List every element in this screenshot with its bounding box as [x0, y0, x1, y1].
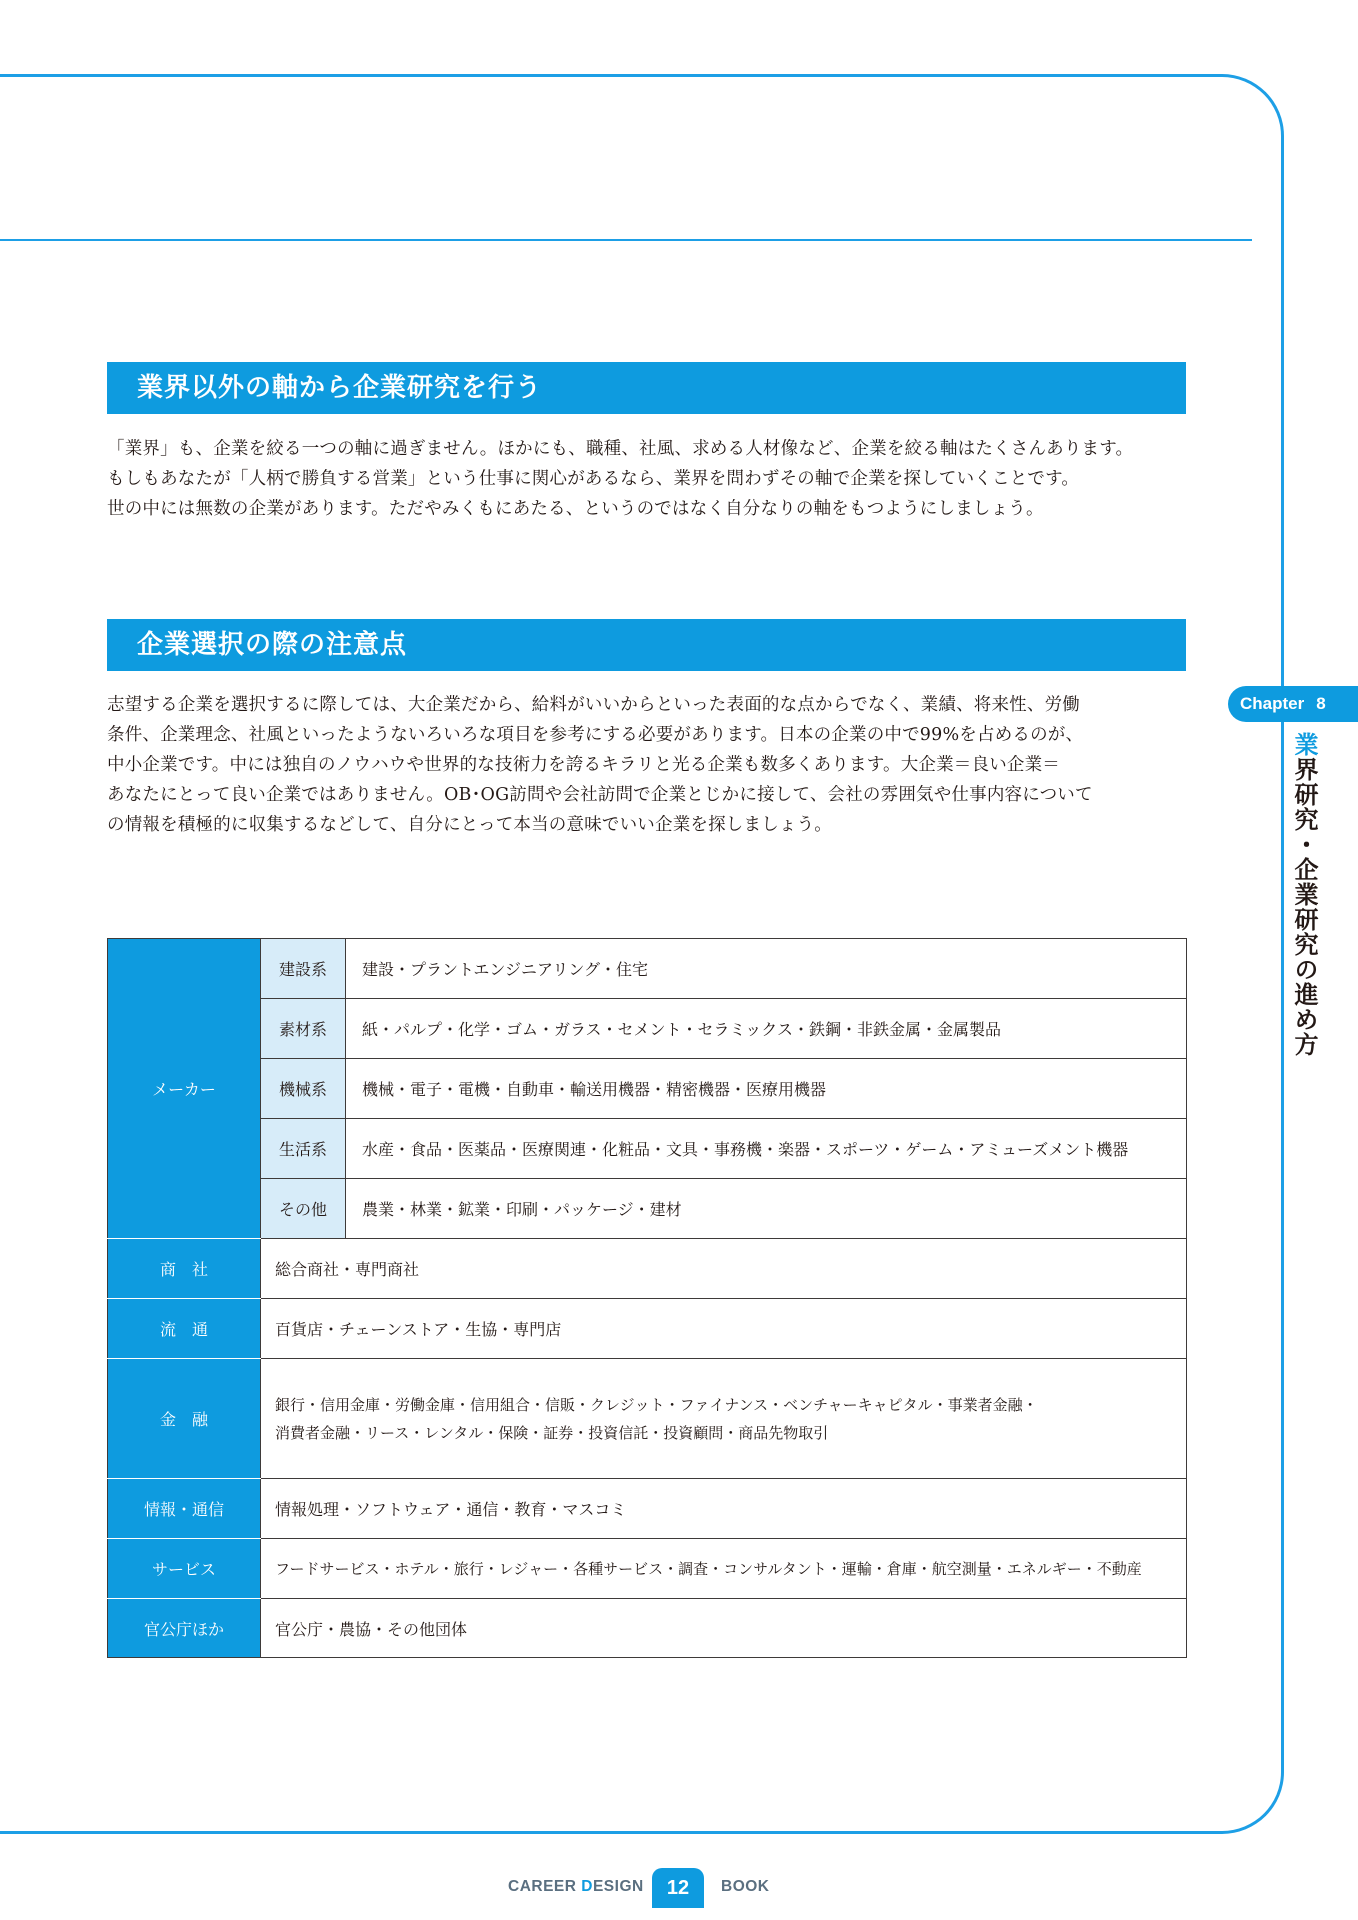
subcategory-cell: 素材系 — [261, 999, 346, 1059]
section-paragraph — [107, 690, 1192, 840]
table-row — [108, 1179, 1187, 1239]
category-cell: サービス — [108, 1539, 261, 1599]
paragraph-line: あなたにとって良い企業ではありません。OB･OG訪問や会社訪問で企業とじかに接して、会社の雰囲気や仕事内容について — [107, 785, 1093, 805]
page-footer — [0, 1868, 1358, 1908]
paragraph-line: もしもあなたが「人柄で勝負する営業」という仕事に関心があるなら、業界を問わずその軸で企業を探していくことです。 — [107, 469, 1080, 489]
category-cell: メーカー — [108, 939, 261, 1239]
items-cell: 百貨店・チェーンストア・生協・専門店 — [261, 1299, 1187, 1359]
category-cell: 流 通 — [108, 1299, 261, 1359]
paragraph-line: 中小企業です。中には独自のノウハウや世界的な技術力を誇るキラリと光る企業も数多くあります。大企業＝良い企業＝ — [107, 755, 1060, 775]
chapter-title-rest: 界研究・企業研究の進め方 — [1290, 757, 1318, 1057]
chapter-tab — [1228, 686, 1358, 722]
items-line: 消費者金融・リース・レンタル・保険・証券・投資信託・投資顧問・商品先物取引 — [275, 1423, 829, 1442]
page-frame-corner — [1160, 74, 1284, 198]
chapter-number: 8 — [1316, 694, 1326, 713]
paragraph-line: 志望する企業を選択するに際しては、大企業だから、給料がいいからといった表面的な点からでなく、業績、将来性、労働 — [107, 695, 1080, 715]
items-cell: 官公庁・農協・その他団体 — [261, 1599, 1187, 1658]
table-row — [108, 999, 1187, 1059]
items-cell: 機械・電子・電機・自動車・輸送用機器・精密機器・医療用機器 — [346, 1059, 1187, 1119]
page-frame-right — [1281, 190, 1284, 1750]
table-row — [108, 1059, 1187, 1119]
category-cell: 官公庁ほか — [108, 1599, 261, 1658]
category-cell: 金 融 — [108, 1359, 261, 1479]
footer-brand-right: BOOK — [721, 1878, 770, 1895]
table-row — [108, 1599, 1187, 1658]
page-frame-corner — [1160, 1710, 1284, 1834]
paragraph-line: 「業界」も、企業を絞る一つの軸に過ぎません。ほかにも、職種、社風、求める人材像など、企業を絞る軸はたくさんあります。 — [107, 439, 1134, 459]
subcategory-cell: 建設系 — [261, 939, 346, 999]
items-cell: フードサービス・ホテル・旅行・レジャー・各種サービス・調査・コンサルタント・運輸・倉庫・航空測量・エネルギー・不動産 — [261, 1539, 1187, 1599]
footer-career: CAREER — [508, 1878, 582, 1895]
page-frame-bottom — [0, 1831, 1220, 1834]
items-cell: 水産・食品・医薬品・医療関連・化粧品・文具・事務機・楽器・スポーツ・ゲーム・アミューズメント機器 — [346, 1119, 1187, 1179]
paragraph-line: 世の中には無数の企業があります。ただやみくもにあたる、というのではなく自分なりの軸をもつようにしましょう。 — [107, 499, 1044, 519]
footer-esign: ESIGN — [592, 1878, 644, 1895]
items-cell: 建設・プラントエンジニアリング・住宅 — [346, 939, 1187, 999]
chapter-title-first-char: 業 — [1290, 732, 1318, 757]
subcategory-cell: その他 — [261, 1179, 346, 1239]
category-cell: 情報・通信 — [108, 1479, 261, 1539]
section-paragraph — [107, 434, 1192, 524]
table-row — [108, 1539, 1187, 1599]
table-row — [108, 1119, 1187, 1179]
subcategory-cell: 機械系 — [261, 1059, 346, 1119]
chapter-title — [1287, 732, 1321, 1057]
industry-table — [107, 938, 1187, 1658]
chapter-label: Chapter — [1240, 694, 1305, 713]
table-row — [108, 939, 1187, 999]
items-line: 銀行・信用金庫・労働金庫・信用組合・信販・クレジット・ファイナンス・ベンチャーキャピタル・事業者金融・ — [275, 1395, 1038, 1414]
items-cell — [261, 1359, 1187, 1479]
table-row — [108, 1359, 1187, 1479]
items-cell: 情報処理・ソフトウェア・通信・教育・マスコミ — [261, 1479, 1187, 1539]
footer-d: D — [581, 1878, 593, 1895]
table-row — [108, 1299, 1187, 1359]
category-cell: 商 社 — [108, 1239, 261, 1299]
items-cell: 農業・林業・鉱業・印刷・パッケージ・建材 — [346, 1179, 1187, 1239]
section-heading: 業界以外の軸から企業研究を行う — [107, 362, 1186, 414]
page-frame-top — [0, 74, 1220, 77]
header-rule — [0, 239, 1252, 241]
page-number: 12 — [652, 1868, 704, 1908]
table-row — [108, 1479, 1187, 1539]
items-cell: 総合商社・専門商社 — [261, 1239, 1187, 1299]
items-cell: 紙・パルプ・化学・ゴム・ガラス・セメント・セラミックス・鉄鋼・非鉄金属・金属製品 — [346, 999, 1187, 1059]
table-row — [108, 1239, 1187, 1299]
section-heading: 企業選択の際の注意点 — [107, 619, 1186, 671]
footer-brand-left — [508, 1878, 644, 1896]
subcategory-cell: 生活系 — [261, 1119, 346, 1179]
paragraph-line: 条件、企業理念、社風といったようないろいろな項目を参考にする必要があります。日本の企業の中で99%を占めるのが、 — [107, 725, 1084, 745]
paragraph-line: の情報を積極的に収集するなどして、自分にとって本当の意味でいい企業を探しましょう。 — [107, 815, 832, 835]
